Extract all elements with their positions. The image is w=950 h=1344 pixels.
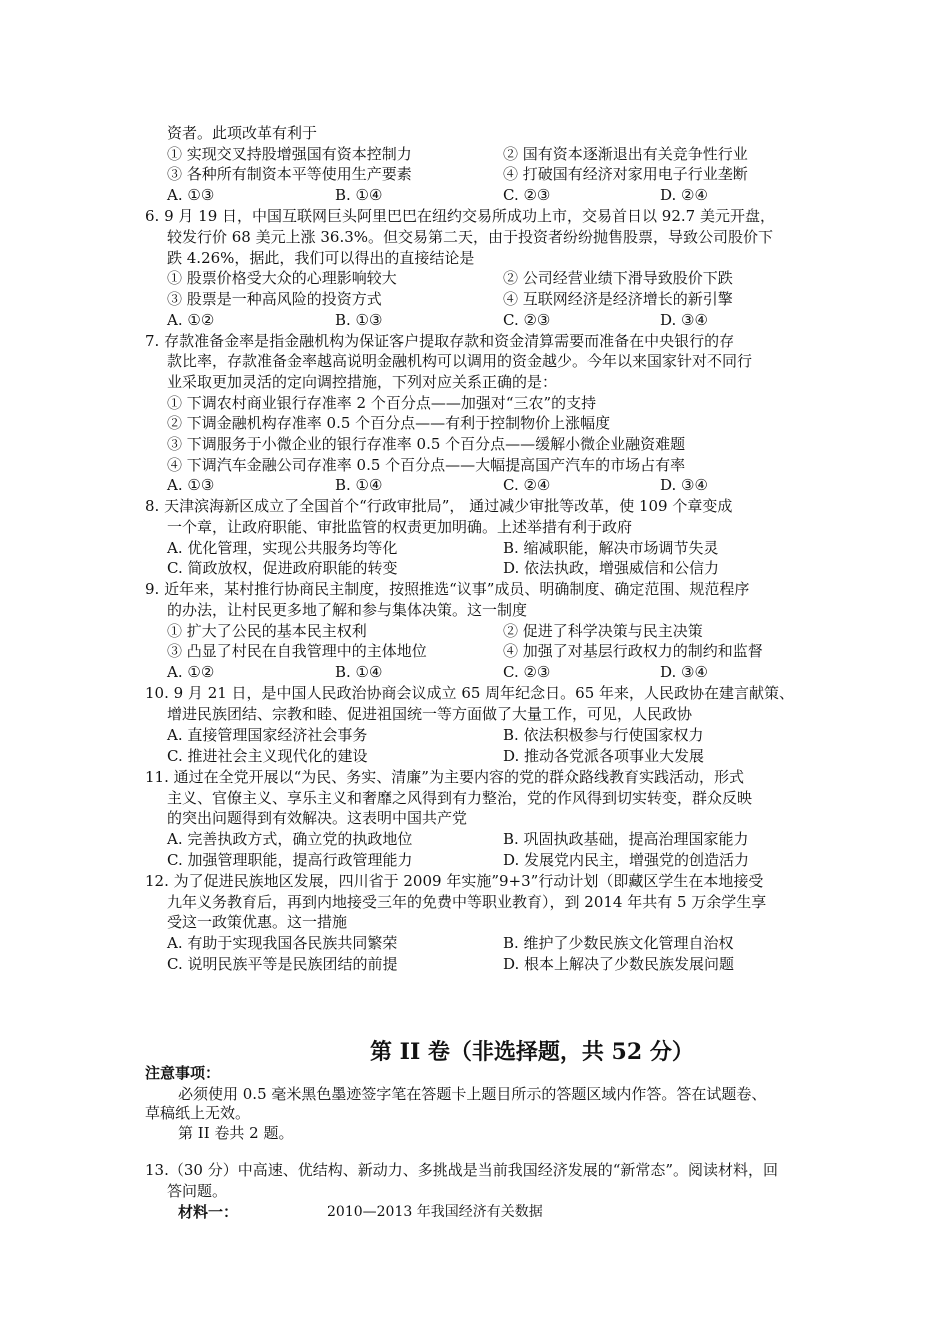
q7-choice-c: C. ②④ [503, 476, 551, 494]
q13-stem-line-1: 13.（30 分）中高速、优结构、新动力、多挑战是当前我国经济发展的“新常态”。阅读材料，回 [145, 1161, 779, 1179]
q7-option-2: ② 下调金融机构存准率 0.5 个百分点——有利于控制物价上涨幅度 [167, 414, 611, 432]
q9-option-1: ① 扩大了公民的基本民主权利 [167, 622, 367, 640]
q5-choice-b: B. ①④ [335, 186, 383, 204]
q11-stem-line-1: 11. 通过在全党开展以“为民、务实、清廉”为主要内容的党的群众路线教育实践活动，形式 [145, 768, 744, 786]
q13-stem-line-2: 答问题。 [167, 1182, 228, 1200]
q8-choice-b: B. 缩减职能，解决市场调节失灵 [503, 539, 719, 557]
q7-option-1: ① 下调农村商业银行存准率 2 个百分点——加强对“三农”的支持 [167, 394, 597, 412]
notice-line-1: 必须使用 0.5 毫米黑色墨迹签字笔在答题卡上题目所示的答题区域内作答。答在试题卷、 [178, 1085, 767, 1103]
q8-stem-line-2: 一个章，让政府职能、审批监管的权责更加明确。上述举措有利于政府 [167, 518, 633, 536]
q9-stem-line-1: 9. 近年来，某村推行协商民主制度，按照推选“议事”成员、明确制度、确定范围、规范程序 [145, 580, 750, 598]
q10-stem-line-2: 增进民族团结、宗教和睦、促进祖国统一等方面做了大量工作，可见，人民政协 [167, 705, 693, 723]
q9-option-3: ③ 凸显了村民在自我管理中的主体地位 [167, 642, 427, 660]
q13-material-label: 材料一： [178, 1203, 239, 1221]
q5-option-2: ② 国有资本逐渐退出有关竞争性行业 [503, 145, 748, 163]
q6-stem-line-3: 跌 4.26%，据此，我们可以得出的直接结论是 [167, 249, 475, 267]
q9-choice-c: C. ②③ [503, 663, 551, 681]
q13-material-title: 2010—2013 年我国经济有关数据 [327, 1204, 543, 1220]
q7-choice-d: D. ③④ [660, 476, 708, 494]
q6-choice-b: B. ①③ [335, 311, 383, 329]
q12-stem-line-3: 受这一政策优惠。这一措施 [167, 913, 348, 931]
q6-option-2: ② 公司经营业绩下滑导致股价下跌 [503, 269, 733, 287]
q5-option-1: ① 实现交叉持股增强国有资本控制力 [167, 145, 412, 163]
q10-choice-a: A. 直接管理国家经济社会事务 [167, 726, 368, 744]
q12-choice-d: D. 根本上解决了少数民族发展问题 [503, 955, 735, 973]
notice-line-3: 第 II 卷共 2 题。 [178, 1124, 294, 1142]
q11-choice-c: C. 加强管理职能，提高行政管理能力 [167, 851, 413, 869]
q6-choice-d: D. ③④ [660, 311, 708, 329]
q7-option-3: ③ 下调服务于小微企业的银行存准率 0.5 个百分点——缓解小微企业融资难题 [167, 435, 686, 453]
q7-choice-b: B. ①④ [335, 476, 383, 494]
q6-option-4: ④ 互联网经济是经济增长的新引擎 [503, 290, 733, 308]
q6-stem-line-1: 6. 9 月 19 日，中国互联网巨头阿里巴巴在纽约交易所成功上市，交易首日以 92.7 美元开盘， [145, 207, 775, 225]
q7-stem-line-1: 7. 存款准备金率是指金融机构为保证客户提取存款和资金清算需要而准备在中央银行的存 [145, 332, 735, 350]
q5-choice-a: A. ①③ [167, 186, 215, 204]
q12-stem-line-2: 九年义务教育后，再到内地接受三年的免费中等职业教育），到 2014 年共有 5 万余学生享 [167, 893, 767, 911]
q5-choice-d: D. ②④ [660, 186, 708, 204]
q9-stem-line-2: 的办法，让村民更多地了解和参与集体决策。这一制度 [167, 601, 528, 619]
q6-choice-c: C. ②③ [503, 311, 551, 329]
q10-choice-b: B. 依法积极参与行使国家权力 [503, 726, 704, 744]
q5-choice-c: C. ②③ [503, 186, 551, 204]
q7-choice-a: A. ①③ [167, 476, 215, 494]
q11-choice-a: A. 完善执政方式，确立党的执政地位 [167, 830, 413, 848]
q11-choice-b: B. 巩固执政基础，提高治理国家能力 [503, 830, 749, 848]
q12-choice-b: B. 维护了少数民族文化管理自治权 [503, 934, 734, 952]
notice-line-2: 草稿纸上无效。 [145, 1104, 251, 1122]
q9-choice-d: D. ③④ [660, 663, 708, 681]
q12-stem-line-1: 12. 为了促进民族地区发展，四川省于 2009 年实施”9+3”行动计划（即藏区学生在本地接受 [145, 872, 764, 890]
q11-stem-line-3: 的突出问题得到有效解决。这表明中国共产党 [167, 809, 468, 827]
q10-stem-line-1: 10. 9 月 21 日，是中国人民政治协商会议成立 65 周年纪念日。65 年来，人民政协在建言献策、 [145, 684, 795, 702]
notice-label: 注意事项： [145, 1064, 221, 1082]
q6-stem-line-2: 较发行价 68 美元上涨 36.3%。但交易第二天，由于投资者纷纷抛售股票，导致公司股价下 [167, 228, 774, 246]
q5-option-4: ④ 打破国有经济对家用电子行业垄断 [503, 165, 748, 183]
part2-title: 第 II 卷（非选择题，共 52 分） [370, 1039, 694, 1065]
q7-option-4: ④ 下调汽车金融公司存准率 0.5 个百分点——大幅提高国产汽车的市场占有率 [167, 456, 686, 474]
q6-choice-a: A. ①② [167, 311, 215, 329]
q9-option-2: ② 促进了科学决策与民主决策 [503, 622, 703, 640]
q5-stem: 资者。此项改革有利于 [167, 124, 318, 142]
q5-option-3: ③ 各种所有制资本平等使用生产要素 [167, 165, 412, 183]
q9-option-4: ④ 加强了对基层行政权力的制约和监督 [503, 642, 763, 660]
q6-option-1: ① 股票价格受大众的心理影响较大 [167, 269, 397, 287]
q8-choice-a: A. 优化管理，实现公共服务均等化 [167, 539, 398, 557]
q10-choice-d: D. 推动各党派各项事业大发展 [503, 747, 705, 765]
q12-choice-c: C. 说明民族平等是民族团结的前提 [167, 955, 398, 973]
q9-choice-b: B. ①④ [335, 663, 383, 681]
q8-choice-d: D. 依法执政，增强威信和公信力 [503, 559, 720, 577]
q12-choice-a: A. 有助于实现我国各民族共同繁荣 [167, 934, 398, 952]
q8-stem-line-1: 8. 天津滨海新区成立了全国首个“行政审批局”， 通过减少审批等改革，使 109 个章变成 [145, 497, 733, 515]
q7-stem-line-3: 业采取更加灵活的定向调控措施，下列对应关系正确的是： [167, 373, 558, 391]
q7-stem-line-2: 款比率，存款准备金率越高说明金融机构可以调用的资金越少。今年以来国家针对不同行 [167, 352, 753, 370]
q11-stem-line-2: 主义、官僚主义、享乐主义和奢靡之风得到有力整治，党的作风得到切实转变，群众反映 [167, 789, 753, 807]
q11-choice-d: D. 发展党内民主，增强党的创造活力 [503, 851, 750, 869]
q10-choice-c: C. 推进社会主义现代化的建设 [167, 747, 368, 765]
q6-option-3: ③ 股票是一种高风险的投资方式 [167, 290, 382, 308]
q8-choice-c: C. 简政放权，促进政府职能的转变 [167, 559, 398, 577]
q9-choice-a: A. ①② [167, 663, 215, 681]
